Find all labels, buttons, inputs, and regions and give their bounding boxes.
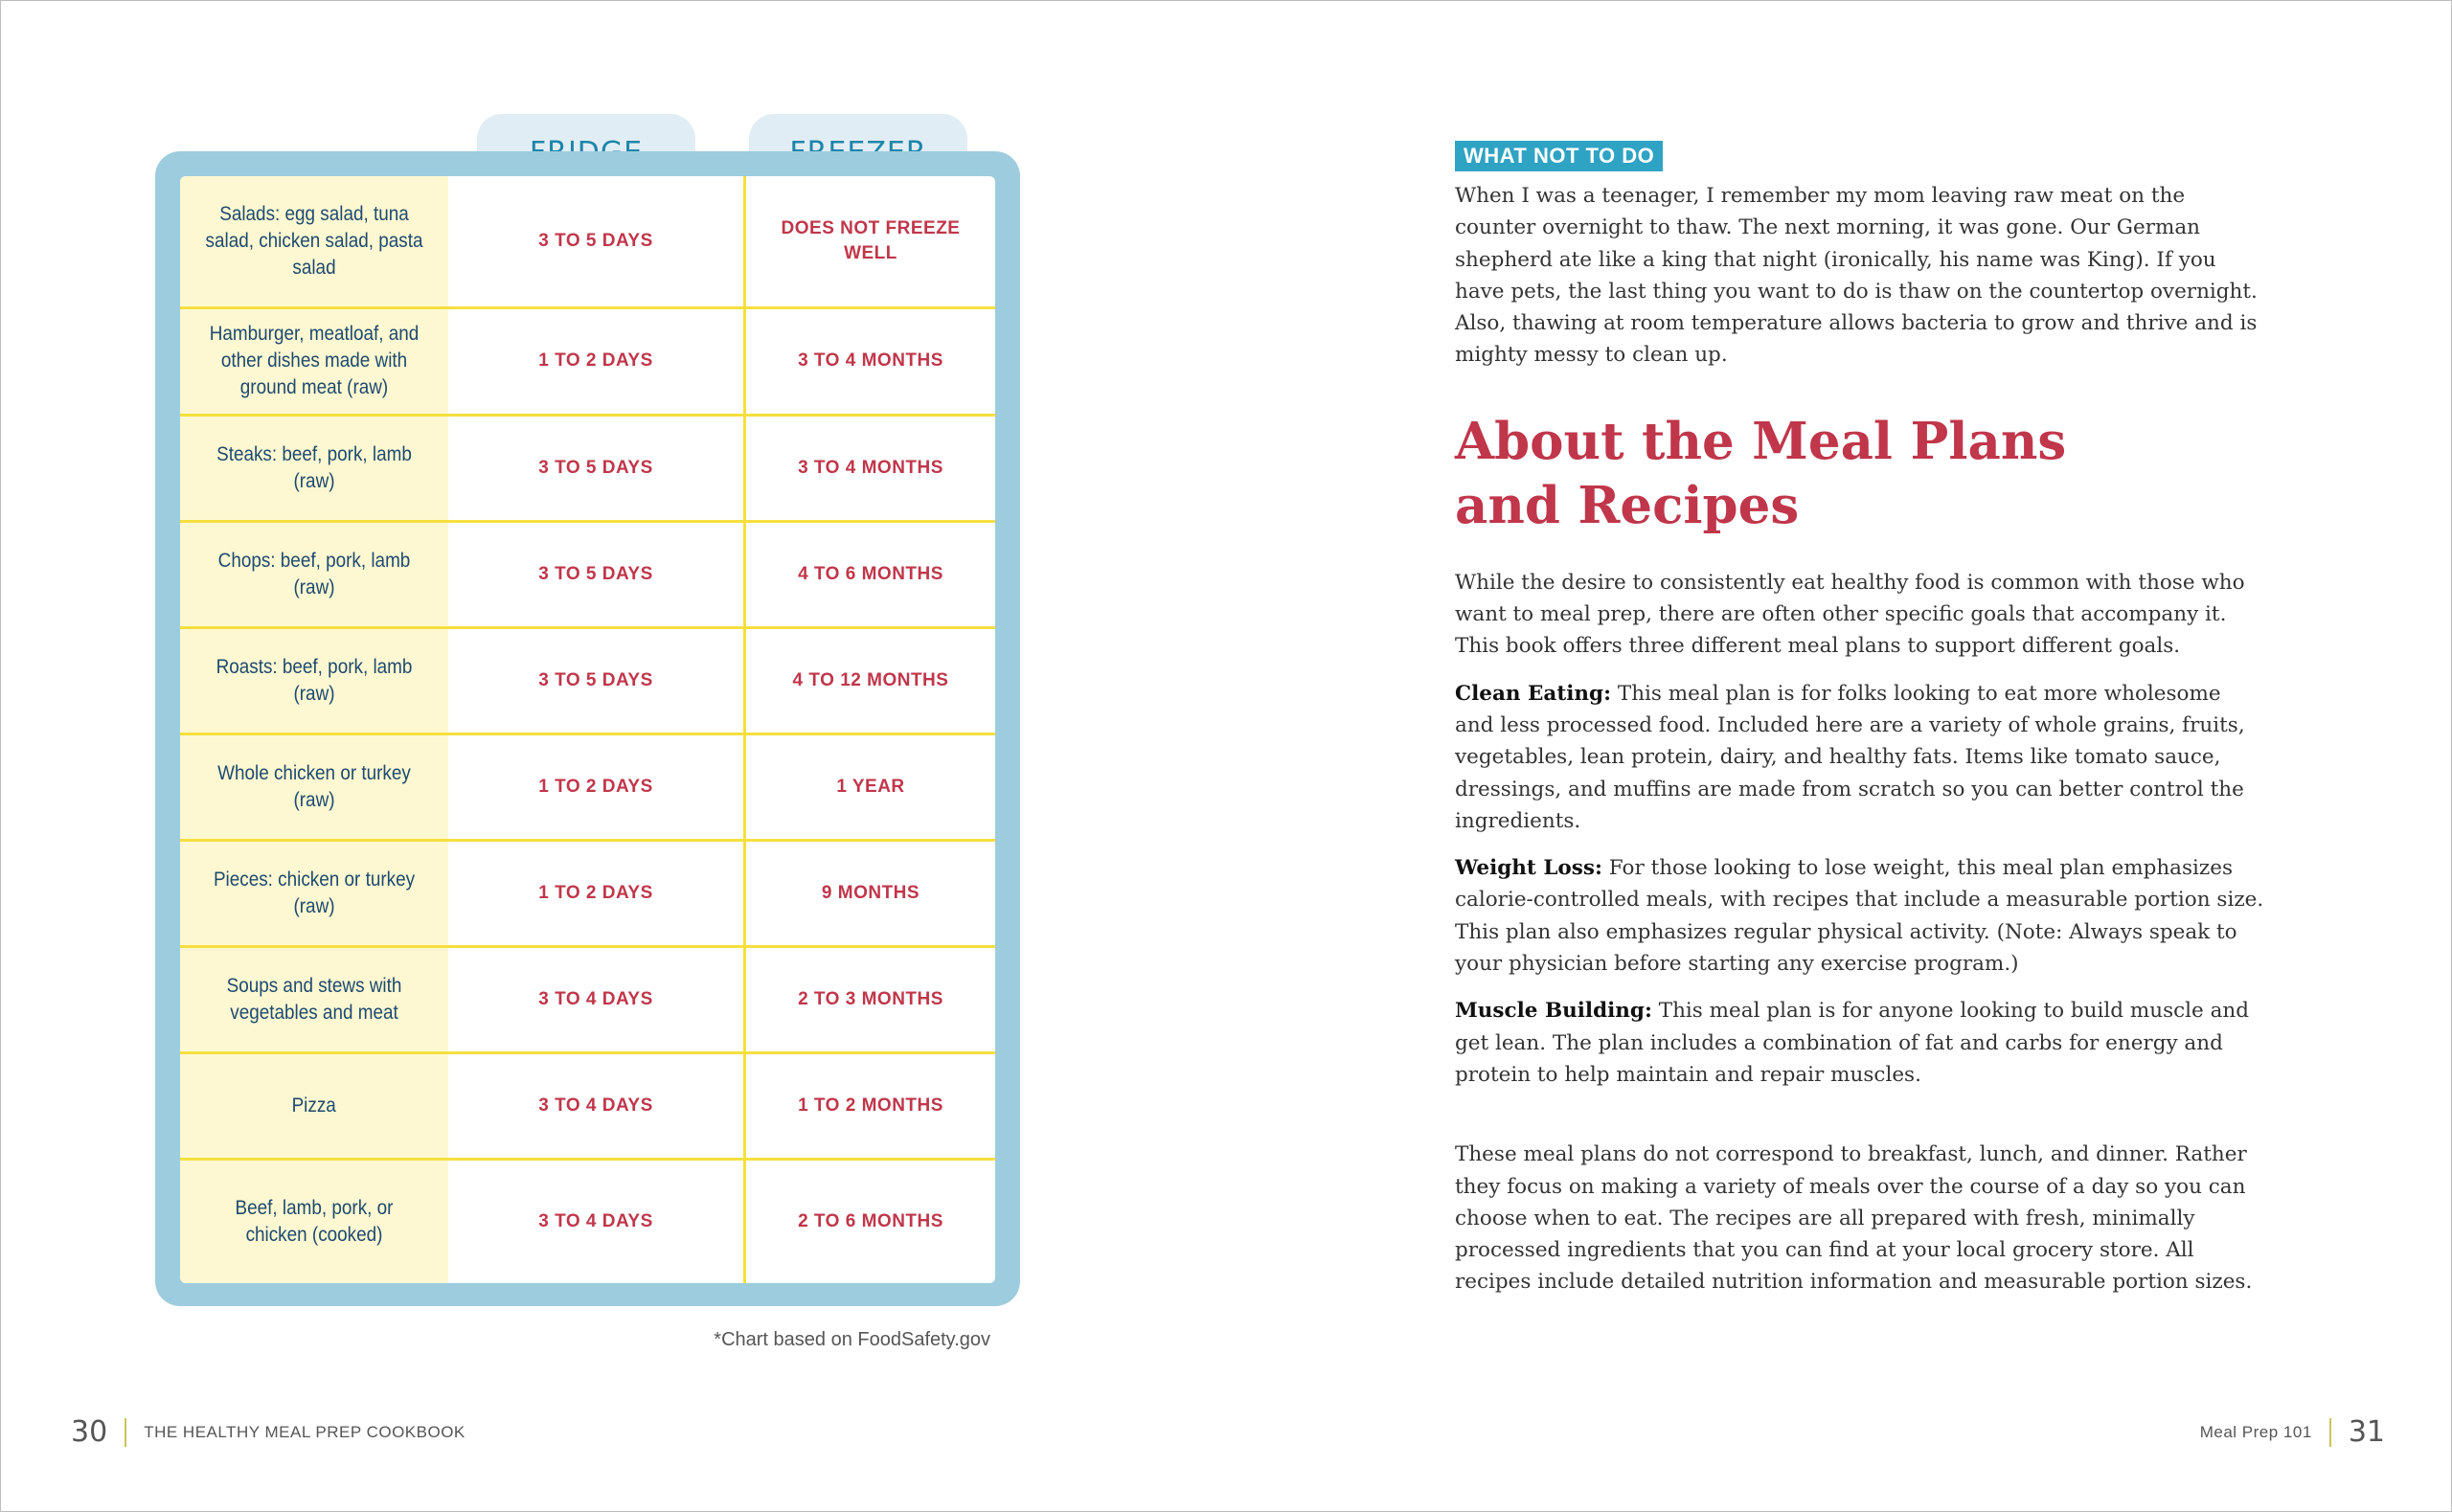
weight-loss-text: For those looking to lose weight, this meal plan emphasizes calorie-controlled meals, with recipes that include a measurable portion size. This plan also emphasizes regular physical activity. (Note: Always speak to your physician before starting any exercise program.) bbox=[1455, 856, 2264, 977]
table-row bbox=[180, 733, 995, 840]
table-row bbox=[180, 415, 995, 521]
right-page-content bbox=[1455, 141, 2264, 1298]
folio-divider bbox=[125, 1418, 126, 1447]
page-number-right: 31 bbox=[2348, 1415, 2385, 1449]
fridge-cell: 1 TO 2 DAYS bbox=[448, 733, 745, 840]
food-cell: Salads: egg salad, tuna salad, chicken salad, pasta salad bbox=[180, 176, 448, 307]
freezer-cell: 9 MONTHS bbox=[745, 840, 996, 946]
muscle-building-text: This meal plan is for anyone looking to build muscle and get lean. The plan includes a combination of fat and carbs for energy and protein to help maintain and repair muscles. bbox=[1455, 999, 2250, 1087]
fridge-cell: 3 TO 5 DAYS bbox=[448, 176, 745, 307]
freezer-cell: 3 TO 4 MONTHS bbox=[745, 415, 996, 521]
freezer-cell: 1 YEAR bbox=[745, 733, 996, 840]
table-row bbox=[180, 840, 995, 946]
food-cell: Roasts: beef, pork, lamb (raw) bbox=[180, 627, 448, 733]
weight-loss-lead: Weight Loss: bbox=[1455, 856, 1602, 881]
food-cell: Soups and stews with vegetables and meat bbox=[180, 946, 448, 1052]
fridge-cell: 3 TO 5 DAYS bbox=[448, 521, 745, 627]
intro-paragraph: When I was a teenager, I remember my mom leaving raw meat on the counter overnight to thaw. The next morning, it was gone. Our German shepherd ate like a king that night (ironically, his name was King). If you have pets, the last thing you want to do is thaw on the countertop overnight. Also, thawing at room temperature allows bacteria to grow and thrive and is mighty messy to clean up. bbox=[1455, 184, 2258, 368]
paragraph-clean-eating bbox=[1455, 678, 2264, 837]
what-not-to-do-label: WHAT NOT TO DO bbox=[1455, 141, 1663, 171]
chapter-title: Meal Prep 101 bbox=[2199, 1422, 2312, 1441]
table-row bbox=[180, 307, 995, 415]
table-row bbox=[180, 1052, 995, 1159]
chart-source-note: *Chart based on FoodSafety.gov bbox=[714, 1329, 990, 1350]
freezer-cell: 1 TO 2 MONTHS bbox=[745, 1052, 996, 1159]
table-row bbox=[180, 946, 995, 1052]
fridge-cell: 3 TO 5 DAYS bbox=[448, 415, 745, 521]
fridge-cell: 3 TO 4 DAYS bbox=[448, 946, 745, 1052]
freezer-cell: DOES NOT FREEZE WELL bbox=[745, 176, 996, 307]
storage-chart bbox=[180, 176, 995, 1283]
freezer-cell: 2 TO 3 MONTHS bbox=[745, 946, 996, 1052]
freezer-cell: 2 TO 6 MONTHS bbox=[798, 1210, 943, 1231]
freezer-cell: 4 TO 12 MONTHS bbox=[745, 627, 996, 733]
page-number-left: 30 bbox=[71, 1415, 108, 1449]
table-row bbox=[180, 521, 995, 627]
food-cell: Steaks: beef, pork, lamb (raw) bbox=[180, 415, 448, 521]
fridge-cell: 1 TO 2 DAYS bbox=[448, 840, 745, 946]
table-row bbox=[180, 176, 995, 307]
storage-table bbox=[180, 176, 995, 1283]
clean-eating-text: This meal plan is for folks looking to eat more wholesome and less processed food. Included here are a variety of whole grains, fruits, vegetables, lean protein, dairy, and healthy fats. Items like tomato sauce, dressings, and muffins are made from scratch so you can better control the ingredients. bbox=[1455, 681, 2245, 833]
freezer-cell: 4 TO 6 MONTHS bbox=[745, 521, 996, 627]
folio-left bbox=[71, 1415, 465, 1449]
book-title: THE HEALTHY MEAL PREP COOKBOOK bbox=[144, 1422, 465, 1441]
food-cell: Pizza bbox=[180, 1052, 448, 1159]
food-cell: Beef, lamb, pork, or chicken (cooked) bbox=[180, 1159, 448, 1283]
freezer-cell: 3 TO 4 MONTHS bbox=[745, 307, 996, 415]
paragraph-muscle-building bbox=[1455, 995, 2264, 1091]
table-row bbox=[180, 1159, 995, 1283]
paragraph-weight-loss bbox=[1455, 852, 2264, 980]
fridge-cell: 1 TO 2 DAYS bbox=[448, 307, 745, 415]
fridge-cell: 3 TO 4 DAYS bbox=[448, 1052, 745, 1159]
folio-divider bbox=[2329, 1418, 2331, 1447]
food-cell: Whole chicken or turkey (raw) bbox=[180, 733, 448, 840]
food-cell: Pieces: chicken or turkey (raw) bbox=[180, 840, 448, 946]
fridge-cell: 3 TO 5 DAYS bbox=[448, 627, 745, 733]
food-cell: Hamburger, meatloaf, and other dishes made with ground meat (raw) bbox=[180, 307, 448, 415]
food-cell: Chops: beef, pork, lamb (raw) bbox=[180, 521, 448, 627]
section-heading: About the Meal Plans and Recipes bbox=[1455, 411, 2067, 535]
fridge-cell: 3 TO 4 DAYS bbox=[448, 1159, 745, 1283]
muscle-building-lead: Muscle Building: bbox=[1455, 999, 1652, 1024]
clean-eating-lead: Clean Eating: bbox=[1455, 681, 1612, 706]
table-row bbox=[180, 627, 995, 733]
paragraph-meal-timing: These meal plans do not correspond to breakfast, lunch, and dinner. Rather they focus on making a variety of meals over the course of a day so you can choose when to eat. The recipes are all prepared with fresh, minimally processed ingredients that you can find at your local grocery store. All recipes include detailed nutrition information and measurable portion sizes. bbox=[1455, 1142, 2253, 1295]
folio-right bbox=[2200, 1415, 2385, 1449]
paragraph-goals: While the desire to consistently eat healthy food is common with those who want to meal prep, there are often other specific goals that accompany it. This book offers three different meal plans to support different goals. bbox=[1455, 570, 2245, 659]
